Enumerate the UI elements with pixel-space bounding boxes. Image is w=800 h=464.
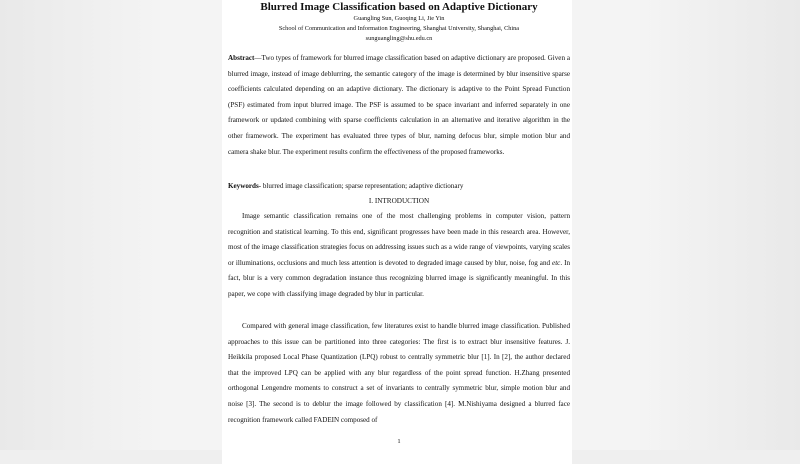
intro-paragraph-2: Compared with general image classification, few literatures exist to handle blurred image classification. Published approaches to this issue can be partitioned into three categories: The first is to extract blur insensitive features. J. Heikkila proposed Local Phase Quantization (LPQ) robust to centrally symmetric blur [1]. In [2], the author declared that the improved LPQ can be applied with any blur regardless of the point spread function. H.Zhang presented orthogonal Lengendre moments to construct a set of invariants to centrally symmetric blur, simple motion blur and noise [3]. The second is to deblur the image followed by classification [4]. M.Nishiyama designed a blurred face recognition framework called FADEIN composed of [228, 322, 570, 424]
paper-affiliation: School of Communication and Information Engineering, Shanghai University, Shanghai, China [278, 25, 520, 32]
intro-p1-text-a: Image semantic classification remains one of the most challenging problems in computer vision, pattern recognition and statistical learning. To this end, significant progresses have been made in this research area. However, most of the image classification strategies focus on addressing issues such as a wide range of viewpoints, varying scales or illuminations, occlusions and much less attention is devoted to degraded image caused by blur, noise, fog and [228, 212, 570, 267]
author-email: sunguangling@shu.edu.cn [365, 35, 433, 42]
intro-p1-text-b: . In fact, blur is a very common degradation instance thus recognizing blurred image is significantly meaningful. In this paper, we cope with classifying image degraded by blur in particular. [228, 258, 570, 298]
page-number: 1 [397, 438, 401, 445]
abstract-text: —Two types of framework for blurred image classification based on adaptive dictionary are proposed. Given a blurred image, instead of image deblurring, the semantic category of the image is determined by blur insensitive sparse coefficients calculated depending on an adaptive dictionary. The dictionary is adaptive to the Point Spread Function (PSF) estimated from input blurred image. The PSF is assumed to be space invariant and inferred separately in one framework or updated combining with sparse coefficients calculation in an alternative and iterative algorithm in the other framework. The experiment has evaluated three types of blur, naming defocus blur, simple motion blur and camera shake blur. The experiment results confirm the effectiveness of the proposed frameworks. [228, 54, 570, 156]
pdf-page [222, 0, 572, 464]
keywords-text: - blurred image classification; sparse representation; adaptive dictionary [258, 182, 464, 190]
paper-title: Blurred Image Classification based on Adaptive Dictionary [260, 1, 538, 13]
abstract-paragraph [228, 51, 570, 160]
intro-p1-etc: etc [552, 258, 561, 267]
keywords-paragraph [228, 179, 570, 195]
abstract-label: Abstract [228, 54, 255, 62]
intro-paragraph-1 [228, 209, 570, 303]
section-heading: I. INTRODUCTION [368, 197, 430, 205]
paper-authors: Guangling Sun, Guoqing Li, Jie Yin [353, 15, 445, 22]
keywords-label: Keywords [228, 182, 259, 190]
